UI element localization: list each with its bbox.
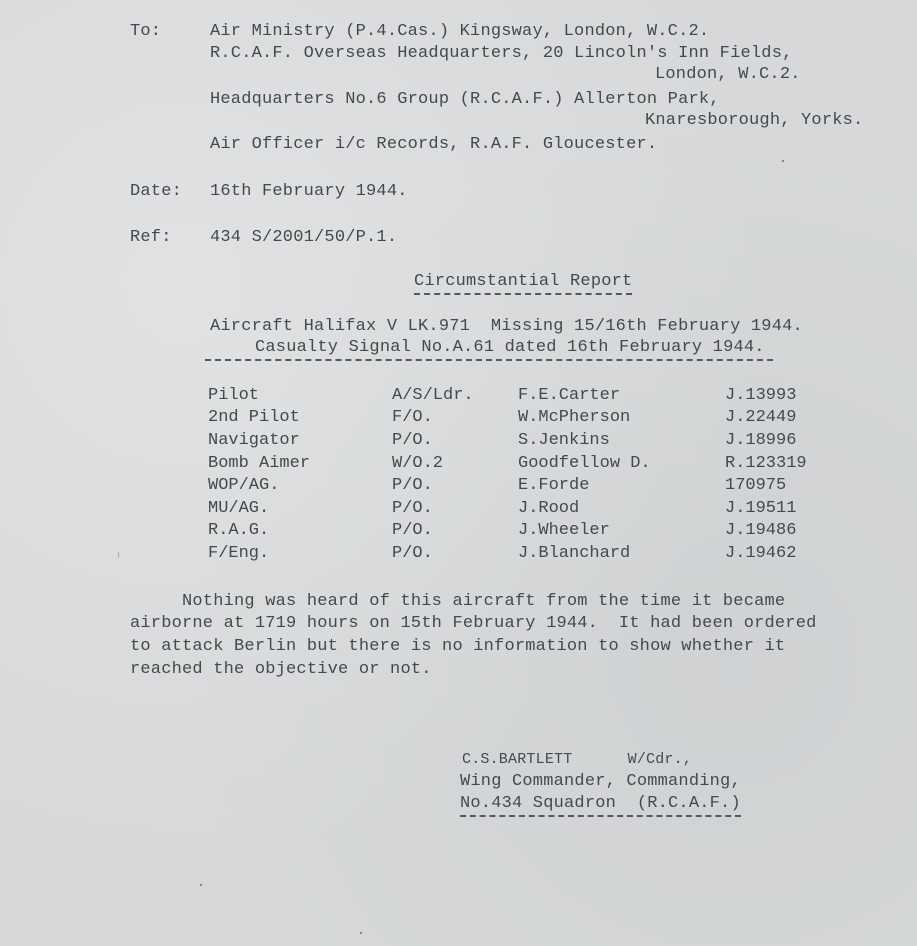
signature-name: C.S.BARTLETT W/Cdr., — [462, 751, 693, 768]
crew-number: J.19462 — [725, 544, 797, 563]
paper-mark — [118, 552, 119, 558]
signature-unit: No.434 Squadron (R.C.A.F.) — [460, 794, 741, 817]
recipient-2: R.C.A.F. Overseas Headquarters, 20 Lincoln's Inn Fields, — [210, 44, 793, 63]
paper-speck — [360, 932, 362, 934]
recipient-2-cont: London, W.C.2. — [655, 65, 801, 84]
paper-speck — [782, 160, 784, 162]
body-line-1: Nothing was heard of this aircraft from the time it became — [130, 592, 786, 611]
crew-rank: A/S/Ldr. — [392, 386, 474, 405]
crew-rank: P/O. — [392, 476, 433, 495]
recipient-1: Air Ministry (P.4.Cas.) Kingsway, London, W.C.2. — [210, 22, 710, 41]
recipient-3-cont: Knaresborough, Yorks. — [645, 111, 864, 130]
body-line-2: airborne at 1719 hours on 15th February 1944. It had been ordered — [130, 614, 817, 633]
crew-name: J.Wheeler — [518, 521, 610, 540]
ref-value: 434 S/2001/50/P.1. — [210, 228, 398, 247]
crew-rank: W/O.2 — [392, 454, 444, 473]
crew-role: F/Eng. — [208, 544, 270, 563]
crew-number: J.22449 — [725, 408, 797, 427]
recipient-3: Headquarters No.6 Group (R.C.A.F.) Allerton Park, — [210, 90, 720, 109]
ref-label: Ref: — [130, 228, 172, 247]
crew-rank: P/O. — [392, 499, 433, 518]
crew-name: F.E.Carter — [518, 386, 621, 405]
crew-number: J.13993 — [725, 386, 797, 405]
crew-role: 2nd Pilot — [208, 408, 300, 427]
paper-speck — [200, 884, 202, 886]
crew-rank: P/O. — [392, 431, 433, 450]
body-line-4: reached the objective or not. — [130, 660, 432, 679]
crew-name: J.Rood — [518, 499, 580, 518]
crew-role: Pilot — [208, 386, 260, 405]
to-label: To: — [130, 22, 162, 41]
report-title: Circumstantial Report — [414, 272, 632, 295]
crew-name: J.Blanchard — [518, 544, 631, 563]
crew-role: R.A.G. — [208, 521, 270, 540]
body-line-3: to attack Berlin but there is no information to show whether it — [130, 637, 786, 656]
aircraft-line: Aircraft Halifax V LK.971 Missing 15/16th February 1944. — [210, 317, 803, 336]
casualty-signal-line: Casualty Signal No.A.61 dated 16th February 1944. — [205, 338, 773, 361]
crew-number: R.123319 — [725, 454, 807, 473]
crew-rank: P/O. — [392, 521, 433, 540]
crew-number: J.19486 — [725, 521, 797, 540]
crew-number: J.18996 — [725, 431, 797, 450]
crew-role: MU/AG. — [208, 499, 270, 518]
crew-rank: P/O. — [392, 544, 433, 563]
crew-role: Navigator — [208, 431, 300, 450]
crew-name: S.Jenkins — [518, 431, 610, 450]
crew-rank: F/O. — [392, 408, 433, 427]
crew-role: Bomb Aimer — [208, 454, 311, 473]
recipient-4: Air Officer i/c Records, R.A.F. Gloucester. — [210, 135, 658, 154]
signature-title: Wing Commander, Commanding, — [460, 772, 741, 791]
crew-role: WOP/AG. — [208, 476, 280, 495]
crew-name: E.Forde — [518, 476, 590, 495]
crew-number: 170975 — [725, 476, 787, 495]
date-label: Date: — [130, 182, 183, 201]
crew-number: J.19511 — [725, 499, 797, 518]
crew-name: W.McPherson — [518, 408, 631, 427]
date-value: 16th February 1944. — [210, 182, 408, 201]
crew-name: Goodfellow D. — [518, 454, 651, 473]
